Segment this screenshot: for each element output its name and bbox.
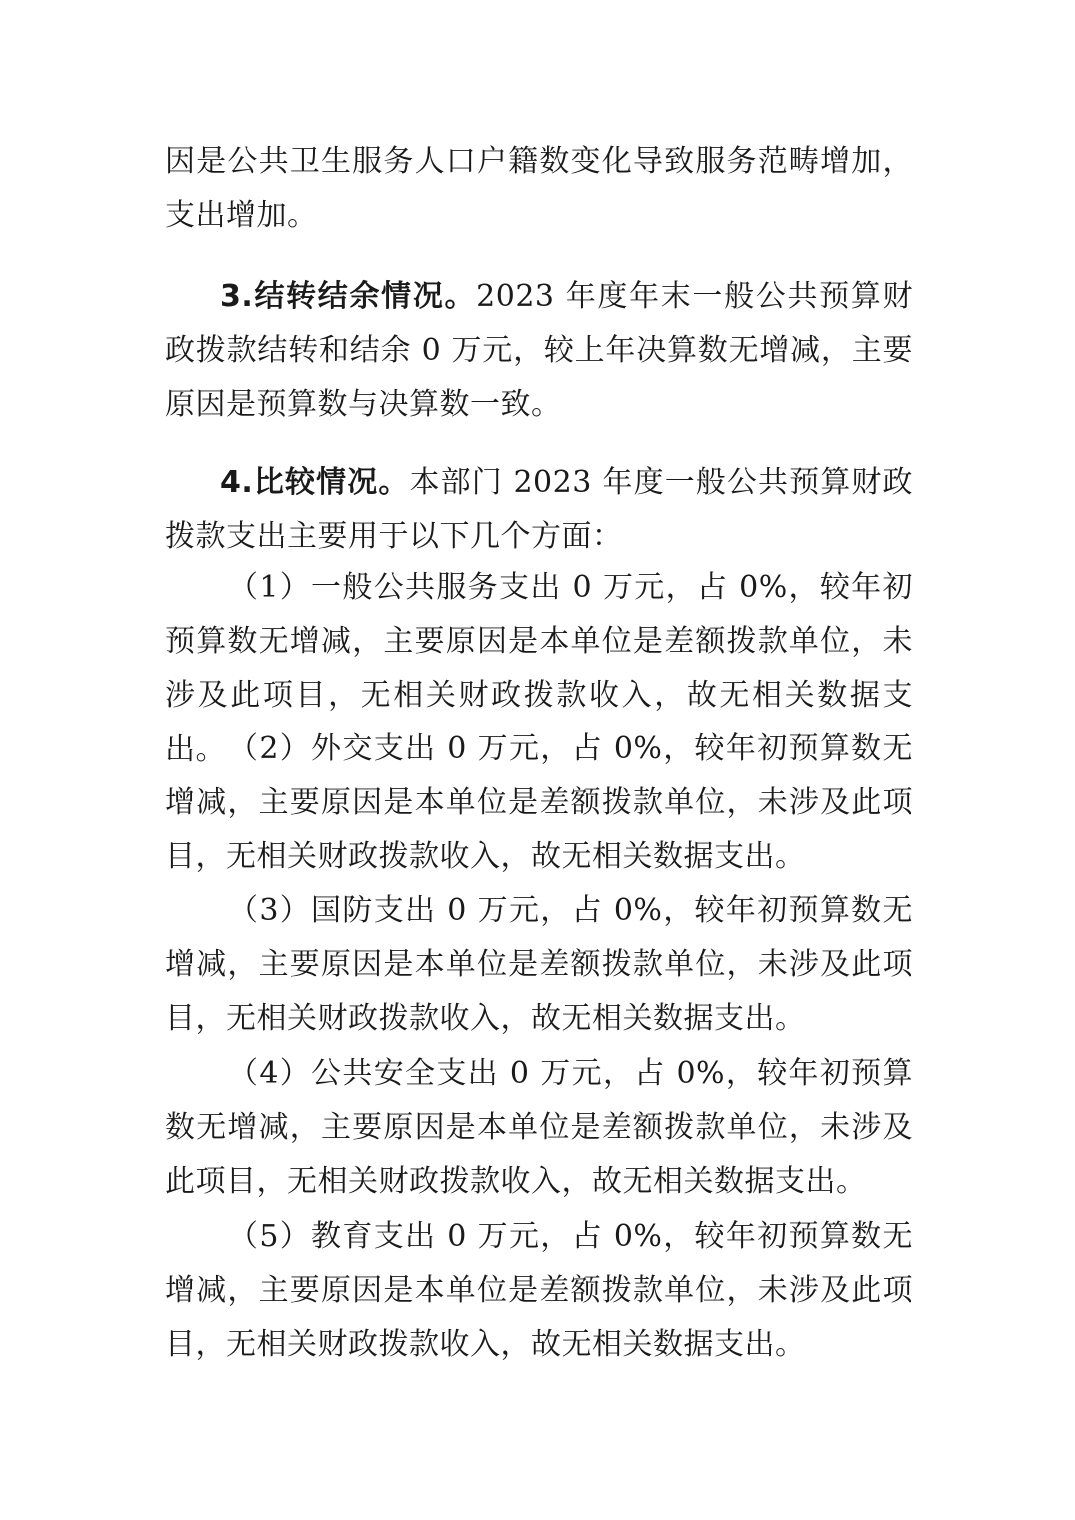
- paragraph-text: 2023 年度年末一般公共预算财政拨款结转和结余 0 万元，较上年决算数无增减，主要原因是预算数与决算数一致。: [165, 279, 913, 422]
- section-heading-carryover: 3.结转结余情况。: [220, 279, 477, 314]
- paragraph-text: 本部门 2023 年度一般公共预算财政拨款支出主要用于以下几个方面：: [165, 465, 913, 554]
- paragraph-text: 因是公共卫生服务人口户籍数变化导致服务范畴增加，支出增加。: [165, 144, 913, 233]
- list-item-national-defense: [165, 884, 913, 1046]
- paragraph-continuation: [165, 135, 913, 243]
- paragraph-text: （1）一般公共服务支出 0 万元，占 0%，较年初预算数无增减，主要原因是本单位是差额拨款单位，未涉及此项目，无相关财政拨款收入，故无相关数据支出。: [165, 570, 913, 767]
- paragraph-carryover: [165, 270, 913, 432]
- paragraph-text: （4）公共安全支出 0 万元，占 0%，较年初预算数无增减，主要原因是本单位是差额拨款单位，未涉及此项目，无相关财政拨款收入，故无相关数据支出。: [165, 1056, 913, 1199]
- paragraph-text: （3）国防支出 0 万元，占 0%，较年初预算数无增减，主要原因是本单位是差额拨款单位，未涉及此项目，无相关财政拨款收入，故无相关数据支出。: [165, 893, 913, 1036]
- paragraph-text: （2）外交支出 0 万元，占 0%，较年初预算数无增减，主要原因是本单位是差额拨款单位，未涉及此项目，无相关财政拨款收入，故无相关数据支出。: [165, 731, 913, 874]
- list-item-public-security: [165, 1047, 913, 1209]
- list-item-diplomacy: [165, 722, 913, 884]
- paragraph-text: （5）教育支出 0 万元，占 0%，较年初预算数无增减，主要原因是本单位是差额拨款单位，未涉及此项目，无相关财政拨款收入，故无相关数据支出。: [165, 1219, 913, 1362]
- section-heading-comparison: 4.比较情况。: [220, 465, 410, 500]
- paragraph-comparison: [165, 456, 913, 564]
- list-item-education: [165, 1210, 913, 1372]
